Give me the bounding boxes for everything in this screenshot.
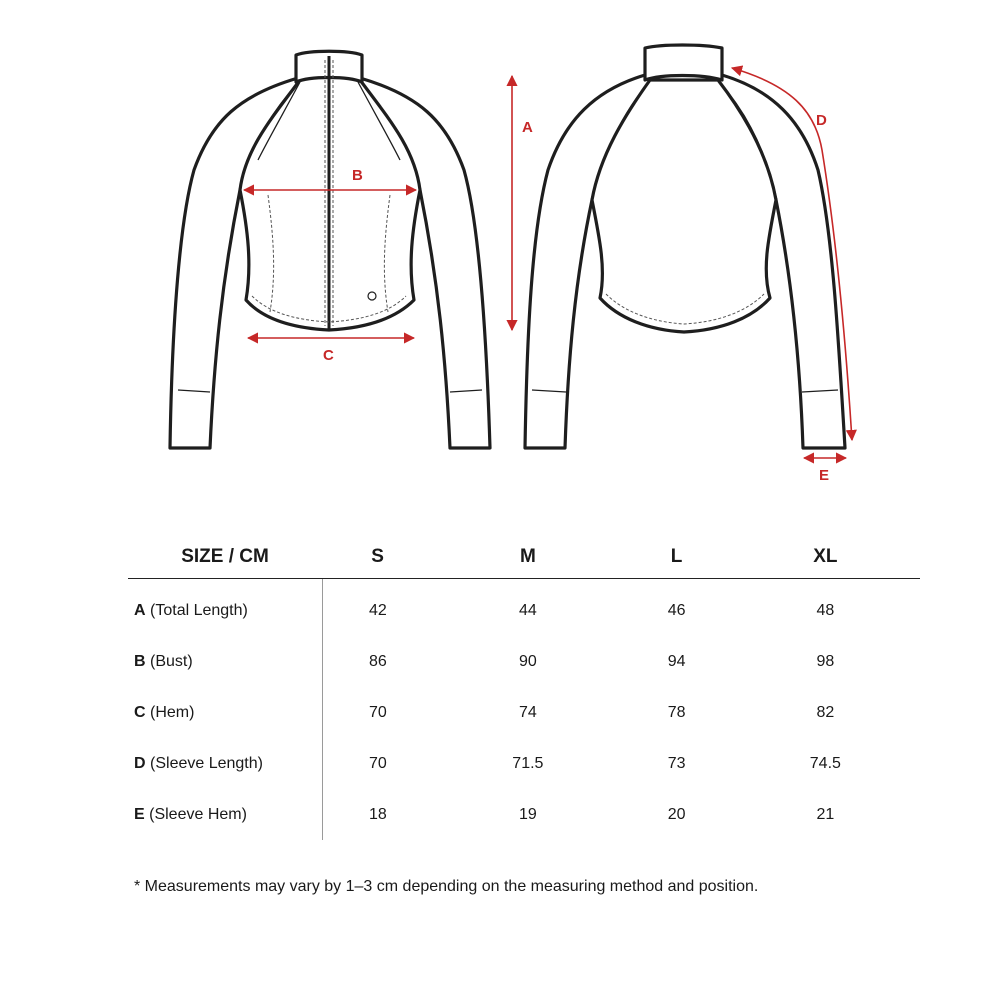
size-chart-table bbox=[128, 536, 920, 840]
table-header-row bbox=[128, 536, 920, 579]
cell-value: 73 bbox=[667, 754, 686, 772]
row-code: C bbox=[134, 703, 146, 721]
table-row bbox=[128, 687, 920, 738]
header-size-s: S bbox=[322, 536, 433, 579]
cell-value: 86 bbox=[368, 652, 387, 670]
header-size-xl: XL bbox=[731, 536, 920, 579]
table-row bbox=[128, 636, 920, 687]
row-label bbox=[128, 687, 322, 738]
header-size-m: M bbox=[433, 536, 622, 579]
label-d: D bbox=[816, 112, 827, 129]
cell-value: 94 bbox=[667, 652, 686, 670]
cell-value: 18 bbox=[368, 805, 387, 823]
cell-value: 21 bbox=[816, 805, 835, 823]
table-row bbox=[128, 789, 920, 840]
header-size-l: L bbox=[623, 536, 731, 579]
label-a: A bbox=[522, 119, 533, 136]
cell-value: 90 bbox=[518, 652, 537, 670]
row-code: D bbox=[134, 754, 146, 772]
row-name: (Sleeve Hem) bbox=[149, 805, 247, 823]
cell-value: 74 bbox=[518, 703, 537, 721]
cell-value: 48 bbox=[816, 601, 835, 619]
label-c: C bbox=[323, 347, 334, 364]
label-e: E bbox=[819, 467, 830, 484]
label-b: B bbox=[352, 167, 363, 184]
cell-value: 44 bbox=[518, 601, 537, 619]
cell-value: 70 bbox=[368, 754, 387, 772]
row-code: E bbox=[134, 805, 145, 823]
row-label bbox=[128, 579, 322, 637]
row-code: A bbox=[134, 601, 146, 619]
cell-value: 20 bbox=[667, 805, 686, 823]
row-label bbox=[128, 636, 322, 687]
cell-value: 19 bbox=[518, 805, 537, 823]
jacket-back-view bbox=[525, 45, 845, 448]
jacket-front-view bbox=[170, 51, 490, 448]
row-name: (Hem) bbox=[150, 703, 195, 721]
row-label bbox=[128, 738, 322, 789]
cell-value: 98 bbox=[816, 652, 835, 670]
header-size-cm: SIZE / CM bbox=[128, 536, 322, 579]
cell-value: 74.5 bbox=[809, 754, 841, 772]
measurement-footnote: * Measurements may vary by 1–3 cm depending on the measuring method and position. bbox=[134, 878, 759, 895]
row-name: (Total Length) bbox=[150, 601, 248, 619]
table-row bbox=[128, 738, 920, 789]
row-code: B bbox=[134, 652, 146, 670]
cell-value: 71.5 bbox=[512, 754, 544, 772]
row-label bbox=[128, 789, 322, 840]
table-row bbox=[128, 579, 920, 637]
cell-value: 46 bbox=[667, 601, 686, 619]
cell-value: 82 bbox=[816, 703, 835, 721]
row-name: (Bust) bbox=[150, 652, 193, 670]
row-name: (Sleeve Length) bbox=[150, 754, 263, 772]
cell-value: 78 bbox=[667, 703, 686, 721]
cell-value: 42 bbox=[368, 601, 387, 619]
cell-value: 70 bbox=[368, 703, 387, 721]
